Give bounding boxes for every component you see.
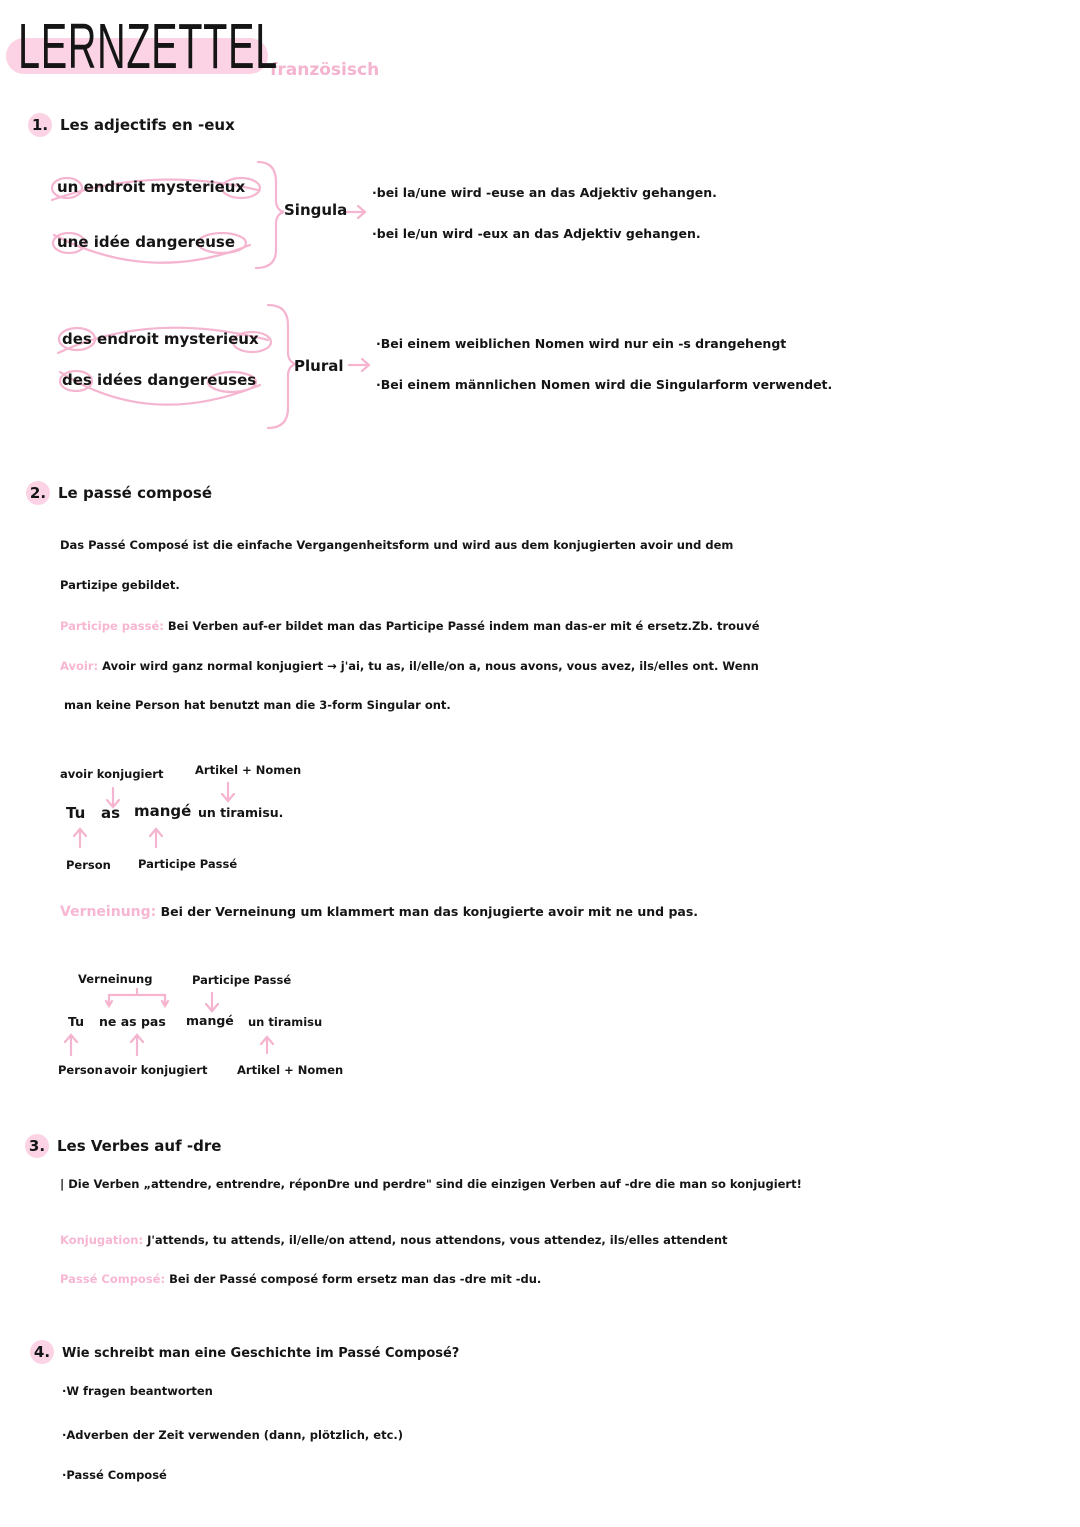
section-number: 2.	[26, 481, 50, 505]
section-1-heading	[28, 113, 235, 137]
section-number: 1.	[28, 113, 52, 137]
example-word-mange: mangé	[134, 802, 192, 820]
singular-example-1: un endroit mysterieux	[57, 178, 246, 196]
passe-compose-dre-rule	[60, 1272, 541, 1286]
verneinung-rule	[60, 904, 698, 920]
verneinung-label: Verneinung:	[60, 904, 157, 920]
section-4-heading	[30, 1340, 459, 1364]
avoir-rule-line-2: man keine Person hat benutzt man die 3-form Singular ont.	[64, 698, 451, 712]
singular-rule-1: ·bei la/une wird -euse an das Adjektiv gehangen.	[372, 185, 717, 200]
section-title: Wie schreibt man eine Geschichte im Passé Composé?	[62, 1346, 460, 1361]
label-verneinung: Verneinung	[78, 972, 153, 986]
konjugation-label: Konjugation:	[60, 1233, 144, 1247]
example-word-rest: un tiramisu	[248, 1015, 323, 1029]
label-artikel-nomen: Artikel + Nomen	[237, 1063, 344, 1077]
verbes-dre-intro: | Die Verben „attendre, entrendre, réponDre und perdre" sind die einzigen Verben auf -dre die man so konjugiert!	[60, 1177, 802, 1191]
section-title: Les adjectifs en -eux	[60, 116, 235, 134]
plural-example-1: des endroit mysterieux	[62, 330, 259, 348]
plural-example-2: des idées dangereuses	[62, 371, 257, 389]
avoir-rule	[60, 659, 759, 673]
konjugation-rule	[60, 1233, 728, 1247]
label-artikel-nomen: Artikel + Nomen	[195, 763, 302, 777]
example-word-rest: un tiramisu.	[198, 805, 284, 820]
section-title: Les Verbes auf -dre	[57, 1137, 222, 1155]
page-subtitle: französisch	[270, 60, 380, 80]
plural-rule-2: ·Bei einem männlichen Nomen wird die Singularform verwendet.	[376, 377, 833, 392]
page-title: LERNZETTEL	[18, 10, 278, 82]
singular-rule-2: ·bei le/un wird -eux an das Adjektiv gehangen.	[372, 226, 701, 241]
label-participe-passe: Participe Passé	[192, 973, 292, 987]
section-number: 3.	[25, 1134, 49, 1158]
plural-label: Plural	[294, 357, 344, 375]
passe-compose-text: Bei der Passé composé form ersetz man das -dre mit -du.	[169, 1272, 542, 1286]
participe-passe-rule	[60, 619, 760, 633]
label-avoir-konjugiert: avoir konjugiert	[60, 767, 164, 781]
participe-passe-text: Bei Verben auf-er bildet man das Participe Passé indem man das-er mit é ersetz.Zb. trouvé	[167, 619, 760, 633]
example-word-ne-as-pas: ne as pas	[99, 1014, 166, 1029]
section-title: Le passé composé	[58, 484, 213, 502]
singular-example-2: une idée dangereuse	[57, 233, 236, 251]
avoir-label: Avoir:	[60, 659, 99, 673]
passe-compose-intro-line-2: Partizipe gebildet.	[60, 578, 180, 592]
list-item: ·W fragen beantworten	[62, 1384, 213, 1398]
label-participe-passe: Participe Passé	[138, 857, 238, 871]
section-3-heading	[25, 1134, 221, 1158]
avoir-text: Avoir wird ganz normal konjugiert → j'ai, tu as, il/elle/on a, nous avons, vous avez, ils/elles ont. Wenn	[102, 659, 759, 673]
singular-label: Singula	[284, 201, 348, 219]
konjugation-text: J'attends, tu attends, il/elle/on attend, nous attendons, vous attendez, ils/elles attendent	[147, 1233, 728, 1247]
label-person: Person	[66, 858, 111, 872]
passe-compose-intro-line-1: Das Passé Composé ist die einfache Vergangenheitsform und wird aus dem konjugierten avoir und dem	[60, 538, 734, 552]
example-word-tu: Tu	[66, 804, 86, 822]
plural-rule-1: ·Bei einem weiblichen Nomen wird nur ein -s drangehengt	[376, 336, 787, 351]
section-2-heading	[26, 481, 212, 505]
list-item: ·Adverben der Zeit verwenden (dann, plötzlich, etc.)	[62, 1428, 404, 1442]
verneinung-text: Bei der Verneinung um klammert man das konjugierte avoir mit ne und pas.	[160, 904, 699, 919]
passe-compose-label: Passé Composé:	[60, 1272, 166, 1286]
list-item: ·Passé Composé	[62, 1468, 167, 1482]
participe-passe-label: Participe passé:	[60, 619, 164, 633]
example-word-tu: Tu	[68, 1014, 85, 1029]
example-word-mange: mangé	[186, 1013, 234, 1028]
section-number: 4.	[30, 1340, 54, 1364]
example-word-as: as	[101, 804, 121, 822]
label-person: Person	[58, 1063, 103, 1077]
label-avoir-konjugiert: avoir konjugiert	[104, 1063, 208, 1077]
